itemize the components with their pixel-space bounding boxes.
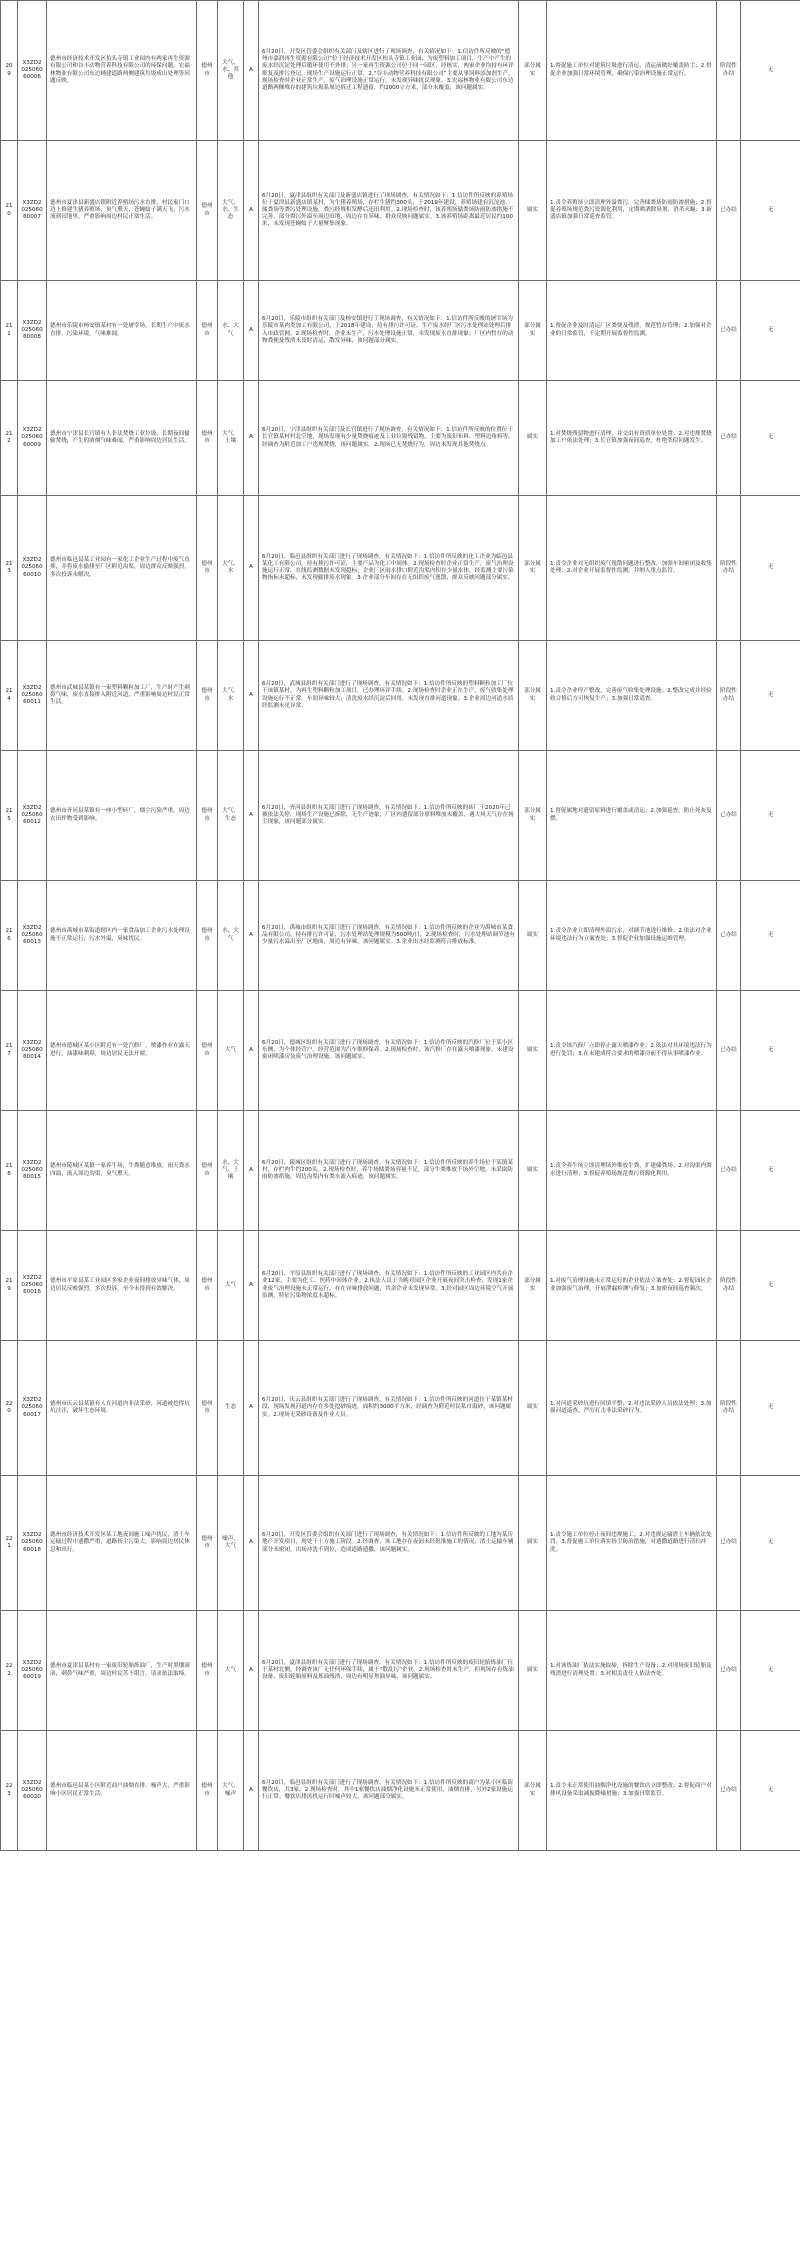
table-row: [1, 641, 800, 751]
accountability: 无: [741, 281, 800, 381]
row-index: 210: [1, 141, 18, 281]
table-row: [1, 1611, 800, 1731]
verification-status: 属实: [519, 881, 547, 991]
pollution-type: 噪声、大气: [218, 1476, 244, 1611]
table-row: [1, 1341, 800, 1476]
priority-level: A: [244, 641, 259, 751]
handling-measures: 1.责令该汽修厂立即停止露天喷漆作业；2.依法对其环境违法行为进行处罚；3.在未建成符合要求的喷漆房前不得从事喷漆作业。: [547, 991, 717, 1111]
row-index: 219: [1, 1231, 18, 1341]
verification-status: 部分属实: [519, 641, 547, 751]
verification-status: 部分属实: [519, 1231, 547, 1341]
city-cell: 德州市: [197, 751, 218, 881]
case-code: X3ZD202506060007: [18, 141, 47, 281]
priority-level: A: [244, 1341, 259, 1476]
table-row: [1, 1231, 800, 1341]
city-cell: 德州市: [197, 1731, 218, 1851]
table-row: [1, 1731, 800, 1851]
row-index: 214: [1, 641, 18, 751]
case-code: X3ZD202506060020: [18, 1731, 47, 1851]
row-index: 212: [1, 381, 18, 496]
priority-level: A: [244, 991, 259, 1111]
accountability: 无: [741, 1, 800, 141]
handling-measures: 1.责令企业立即清理外溢污水，对调节池进行维修；2.依法对企业环境违法行为立案查处；3.督促企业加强设施运维管理。: [547, 881, 717, 991]
pollution-type: 水、大气: [218, 881, 244, 991]
handling-measures: 1.责令养牛场立即清理场外堆放牛粪，扩建储粪场；2.对沟渠内粪水进行清理；3.督促养殖场规范粪污资源化利用。: [547, 1111, 717, 1231]
accountability: 无: [741, 991, 800, 1111]
accountability: 无: [741, 381, 800, 496]
completion-status: 阶段性办结: [717, 1, 741, 141]
handling-measures: 1.对废气治理设施未正常运行的企业依法立案查处；2.督促园区企业加强废气治理，开展泄漏检测与修复；3.加密夜间巡查频次。: [547, 1231, 717, 1341]
handling-measures: 1.对河道采砂坑进行回填平整；2.对违法采砂人员依法处理；3.加强河道巡查，严厉打击非法采砂行为。: [547, 1341, 717, 1476]
completion-status: 已办结: [717, 991, 741, 1111]
row-index: 222: [1, 1611, 18, 1731]
verification-status: 属实: [519, 991, 547, 1111]
table-row: [1, 381, 800, 496]
table-row: [1, 751, 800, 881]
city-cell: 德州市: [197, 381, 218, 496]
investigation-result: 6月20日，陵城区组织有关部门进行了现场调查，有关情况如下：1.信访件所反映的养牛场位于某镇某村，存栏肉牛约200头。2.现场检查时，养牛场储粪场容量不足，部分牛粪堆放于场外空地，未采取防雨防渗措施，周边沟渠内有粪水流入痕迹，该问题属实。: [259, 1111, 519, 1231]
accountability: 无: [741, 751, 800, 881]
city-cell: 德州市: [197, 1341, 218, 1476]
case-code: X3ZD202506060018: [18, 1476, 47, 1611]
row-index: 223: [1, 1731, 18, 1851]
priority-level: A: [244, 1111, 259, 1231]
city-cell: 德州市: [197, 641, 218, 751]
complaint-text: 德州市禹城市某街道辖区内一家食品加工企业污水处理设施不正常运行，污水外溢，臭味扰民。: [47, 881, 197, 991]
pollution-type: 大气、水: [218, 641, 244, 751]
case-code: X3ZD202506060014: [18, 991, 47, 1111]
accountability: 无: [741, 496, 800, 641]
handling-measures: 1.督促企业及时清运厂区粪便及残渣，规范暂存管理；2.加强对企业的日常监管，不定期开展监督性监测。: [547, 281, 717, 381]
city-cell: 德州市: [197, 1, 218, 141]
complaint-text: 德州市经济技术开发区某工地夜间施工噪声扰民，渣土车运输过程中遗撒严重，道路扬尘污染大，影响周边居民休息和出行。: [47, 1476, 197, 1611]
completion-status: 阶段性办结: [717, 1341, 741, 1476]
priority-level: A: [244, 1231, 259, 1341]
handling-measures: 1.责令企业对无组织废气逸散问题进行整改，加强车间密闭及收集处理；2.对企业开展监督性监测，并纳入重点监管。: [547, 496, 717, 641]
city-cell: 德州市: [197, 1476, 218, 1611]
investigation-result: 6月20日，宁津县组织有关部门及长官镇进行了现场调查，有关情况如下：1.信访件所反映的位置位于长官镇某村村北空地，现场发现有少量焚烧痕迹及工业垃圾残留物，主要为废旧布料、塑料边角料等，经调查为附近加工户违规焚烧，该问题属实。2.现场已无焚烧行为，周边未发现其他焚烧点。: [259, 381, 519, 496]
handling-measures: 1.责令养殖场立即清理外溢粪污，完善储粪场防雨防渗措施；2.督促养殖场规范粪污资源化利用，定期喷洒除臭剂、消杀灭蝇；3.新盛店镇加强日常巡查监管。: [547, 141, 717, 281]
completion-status: 阶段性办结: [717, 496, 741, 641]
pollution-type: 水、大气、土壤: [218, 1111, 244, 1231]
investigation-result: 6月20日，临邑县组织有关部门进行了现场调查，有关情况如下：1.信访件所反映的化工企业为临邑县某化工有限公司，持有排污许可证，主要产品为化工中间体。2.现场检查时企业正常生产，废气治理设施运行正常，在线监测数据未发现超标；企业厂区雨水排口附近沟渠内积存少量水体，经监测主要污染物指标未超标，未发现偷排废水现象。3.企业部分车间存在无组织废气逸散，群众反映问题部分属实。: [259, 496, 519, 641]
table-row: [1, 1111, 800, 1231]
verification-status: 属实: [519, 1341, 547, 1476]
table-row: [1, 141, 800, 281]
complaint-text: 德州市乐陵市杨安镇某村有一处屠宰场，长期生产中废水直排，污染环境，气味难闻。: [47, 281, 197, 381]
case-code: X3ZD202506060016: [18, 1231, 47, 1341]
pollution-type: 大气、生态: [218, 751, 244, 881]
completion-status: 已办结: [717, 381, 741, 496]
table-row: [1, 281, 800, 381]
table-row: [1, 1, 800, 141]
priority-level: A: [244, 881, 259, 991]
investigation-result: 6月20日，夏津县组织有关部门进行了现场调查，有关情况如下：1.信访件所反映的废旧轮胎炼油厂位于某村北侧，经调查该厂无任何环保手续，属于“散乱污”企业。2.现场检查时未生产，但现场存有炼油设备、废旧轮胎原料及炼油残渣，周边有明显焦油异味，该问题属实。: [259, 1611, 519, 1731]
accountability: 无: [741, 881, 800, 991]
completion-status: 已办结: [717, 751, 741, 881]
accountability: 无: [741, 641, 800, 751]
complaint-text: 德州市临邑县某小区附近商户油烟直排，噪声大，严重影响小区居民正常生活。: [47, 1731, 197, 1851]
completion-status: 已办结: [717, 881, 741, 991]
row-index: 213: [1, 496, 18, 641]
handling-measures: 1.责令施工单位停止夜间违规施工；2.对违规运输渣土车辆依法处罚；3.督促施工单位落实扬尘防治措施，对遗撒道路进行清扫冲洗。: [547, 1476, 717, 1611]
handling-measures: 1.对焚烧残留物进行清理，并交由有资质单位处置；2.对违规焚烧加工户依法处理；3.长官镇加强夜间巡查，杜绝类似问题发生。: [547, 381, 717, 496]
complaint-text: 德州市庆云县某镇有人在河道内非法采砂，河道被挖得坑坑洼洼，破坏生态环境。: [47, 1341, 197, 1476]
completion-status: 阶段性办结: [717, 641, 741, 751]
priority-level: A: [244, 1, 259, 141]
completion-status: 已办结: [717, 1611, 741, 1731]
pollution-type: 大气、水、生态: [218, 141, 244, 281]
verification-status: 属实: [519, 1111, 547, 1231]
investigation-result: 6月20日，开发区管委会组织有关部门进行了现场调查，有关情况如下：1.信访件所反映的工地为某房地产开发项目，现处于土方施工阶段。2.经调查，该工地存在夜间未经批准施工的情况，渣土运输车辆部分未密闭，出场冲洗不到位，造成道路遗撒，该问题属实。: [259, 1476, 519, 1611]
complaint-text: 德州市夏津县某村有一家废旧轮胎炼油厂，生产时黑烟滚滚，刺鼻气味严重，周边村民苦不堪言，请求依法取缔。: [47, 1611, 197, 1731]
investigation-result: 6月20日，临邑县组织有关部门进行了现场调查，有关情况如下：1.信访件所反映的商户为某小区临街餐饮店，共3家。2.现场检查时，其中1家餐饮店油烟净化设施未正常使用，油烟直排，另外2家设施运行正常；餐饮店排风机运行时噪声较大，该问题部分属实。: [259, 1731, 519, 1851]
complaint-text: 德州市临邑县某工业园有一家化工企业生产过程中废气直排，并将废水偷排至厂区附近沟渠，周边群众反映强烈，多次投诉未解决。: [47, 496, 197, 641]
priority-level: A: [244, 281, 259, 381]
complaint-text: 德州市陵城区某镇一家养牛场，牛粪随意堆放，雨天粪水四溢，流入周边沟渠，臭气熏天。: [47, 1111, 197, 1231]
verification-status: 属实: [519, 141, 547, 281]
city-cell: 德州市: [197, 281, 218, 381]
priority-level: A: [244, 751, 259, 881]
row-index: 218: [1, 1111, 18, 1231]
investigation-result: 6月20日，齐河县组织有关部门进行了现场调查，有关情况如下：1.信访件所反映的砖厂于2020年已被依法关停，现场生产设施已拆除，无生产迹象，厂区内遗留部分原料堆放未覆盖，遇大风天气存在扬尘现象，该问题部分属实。: [259, 751, 519, 881]
completion-status: 已办结: [717, 1111, 741, 1231]
case-code: X3ZD202506060017: [18, 1341, 47, 1476]
investigation-result: 6月20日，武城县组织有关部门进行了现场调查，有关情况如下：1.信访件所反映的塑料颗粒加工厂位于该镇某村，为再生塑料颗粒加工项目，已办理环评手续。2.现场检查时企业正在生产，废气收集处理设施运行不正常，车间异味较大；清洗废水经沉淀后回用，未发现直排河道现象。3.企业周边河道水质经监测未见异常。: [259, 641, 519, 751]
table-row: [1, 991, 800, 1111]
verification-status: 属实: [519, 381, 547, 496]
complaint-text: 德州市德城区某小区附近有一处汽修厂，喷漆作业在露天进行，油漆味刺鼻，周边居民无法开窗。: [47, 991, 197, 1111]
accountability: 无: [741, 1111, 800, 1231]
complaint-text: 德州市武城县某镇有一家塑料颗粒加工厂，生产时产生刺鼻气味，废水直接排入附近河道，严重影响周边村民正常生活。: [47, 641, 197, 751]
complaint-text: 德州市宁津县长官镇有人非法焚烧工业垃圾，长期夜间偷偷焚烧，产生的浓烟气味难闻，严重影响周边居民生活。: [47, 381, 197, 496]
table-body: [1, 1, 800, 1851]
verification-status: 部分属实: [519, 1, 547, 141]
table-row: [1, 496, 800, 641]
completion-status: 已办结: [717, 281, 741, 381]
case-code: X3ZD202506060019: [18, 1611, 47, 1731]
case-code: X3ZD202506060006: [18, 1, 47, 141]
case-code: X3ZD202506060015: [18, 1111, 47, 1231]
accountability: 无: [741, 1476, 800, 1611]
row-index: 209: [1, 1, 18, 141]
row-index: 220: [1, 1341, 18, 1476]
accountability: 无: [741, 1731, 800, 1851]
handling-measures: 1.督促施工单位对建筑垃圾进行清运，清运前做好覆盖防尘；2.督促企业加强日常环境管理，确保污染治理设施正常运行。: [547, 1, 717, 141]
city-cell: 德州市: [197, 1231, 218, 1341]
accountability: 无: [741, 1231, 800, 1341]
investigation-result: 6月20日，夏津县组织有关部门及新盛店镇进行了现场调查，有关情况如下：1.信访件所反映的养殖场位于夏津县新盛店镇某村，为生猪养殖场，存栏生猪约300头，于2019年建设，养殖场建有沉淀池、储粪场等粪污处理设施，粪污经堆积发酵后还田利用。2.现场检查时，该养殖场储粪场防雨防渗措施不完善，部分粪污外溢至周边田地，周边存在异味，群众反映问题属实。3.该养殖场距离最近居民约100米，未发现苍蝇蚊子大量聚集现象。: [259, 141, 519, 281]
case-code: X3ZD202506060011: [18, 641, 47, 751]
complaint-text: 德州市齐河县某镇有一座小型砖厂，烟尘污染严重，周边农田作物受到影响。: [47, 751, 197, 881]
complaint-text: 德州市夏津县新盛店镇附近养殖场污水直排，村民家门口边上修建生猪养殖场，臭气熏天，苍蝇蚊子满天飞，污水流到田地里，严重影响周边村民正常生活。: [47, 141, 197, 281]
row-index: 221: [1, 1476, 18, 1611]
investigation-result: 6月20日，开发区管委会组织有关部门及辖区进行了现场调查，有关情况如下：1.信访件所反映的“德州市嘉润再生资源有限公司”位于经济技术开发区抬头寺镇工业园，为废塑料加工项目，生产中产生的废水经沉淀处理后循环使用不外排；另一家再生资源公司位于同一园区，经核实，两家企业均持有环评批复及排污登记，现场生产设施运行正常。2.“谷丰动物营养科技有限公司”主要从事饲料添加剂生产，现场检查时企业正常生产，废气治理设施正常运行，未发现异味扰民现象。3.宏福林物业有限公司东边道路两侧堆存的建筑垃圾系周边拆迁工程遗留，约2000立方米，部分未覆盖，该问题属实。: [259, 1, 519, 141]
priority-level: A: [244, 381, 259, 496]
priority-level: A: [244, 1476, 259, 1611]
row-index: 216: [1, 881, 18, 991]
city-cell: 德州市: [197, 1111, 218, 1231]
priority-level: A: [244, 141, 259, 281]
case-code: X3ZD202506060008: [18, 281, 47, 381]
completion-status: 阶段性办结: [717, 1231, 741, 1341]
pollution-type: 大气、噪声: [218, 1731, 244, 1851]
handling-measures: 1.责令企业停产整改，完善废气收集处理设施；2.整改完成并经验收合格后方可恢复生产；3.加强日常巡查。: [547, 641, 717, 751]
pollution-type: 生态: [218, 1341, 244, 1476]
verification-status: 属实: [519, 1476, 547, 1611]
handling-measures: 1.督促属地对遗留原料进行覆盖或清运；2.加强巡查，防止死灰复燃。: [547, 751, 717, 881]
completion-status: 已办结: [717, 1731, 741, 1851]
table-row: [1, 1476, 800, 1611]
complaint-text: 德州市经济技术开发区抬头寺镇工业园内有两家再生资源有限公司和谷丰动物营养科技有限公司的环保问题，宏福林物业有限公司东边辅建道路两侧建筑垃圾成山处理等问题反映。: [47, 1, 197, 141]
priority-level: A: [244, 1611, 259, 1731]
investigation-result: 6月20日，庆云县组织有关部门进行了现场调查，有关情况如下：1.信访件所反映的河道位于某镇某村段，现场发现河道内存在多处挖砂痕迹，面积约3000平方米，经调查为附近村民私自取砂，该问题属实。2.现场无采砂设备及作业人员。: [259, 1341, 519, 1476]
investigation-result: 6月20日，乐陵市组织有关部门及杨安镇进行了现场调查，有关情况如下：1.信访件所反映的屠宰场为乐陵市某肉类加工有限公司，于2018年建设，持有排污许可证，生产废水经厂区污水处理站处理后排入市政管网。2.现场检查时，企业未生产，污水处理设施正常，未发现废水直排现象；厂区内暂存的动物粪便及残渣未及时清运，散发异味，该问题部分属实。: [259, 281, 519, 381]
accountability: 无: [741, 1341, 800, 1476]
pollution-type: 大气: [218, 991, 244, 1111]
case-code: X3ZD202506060010: [18, 496, 47, 641]
verification-status: 属实: [519, 1611, 547, 1731]
city-cell: 德州市: [197, 1611, 218, 1731]
row-index: 215: [1, 751, 18, 881]
accountability: 无: [741, 1611, 800, 1731]
case-code: X3ZD202506060012: [18, 751, 47, 881]
pollution-type: 大气、水、其他: [218, 1, 244, 141]
table-row: [1, 881, 800, 991]
verification-status: 部分属实: [519, 281, 547, 381]
priority-level: A: [244, 496, 259, 641]
city-cell: 德州市: [197, 881, 218, 991]
verification-status: 部分属实: [519, 1731, 547, 1851]
pollution-type: 大气、土壤: [218, 381, 244, 496]
accountability: 无: [741, 141, 800, 281]
row-index: 211: [1, 281, 18, 381]
investigation-result: 6月20日，平原县组织有关部门进行了现场调查，有关情况如下：1.信访件所反映的工业园区内共有企业12家，主要为化工、医药中间体企业。2.执法人员于当晚对园区企业开展夜间突击检查，发现1家企业废气治理设施未正常运行，存在异味排放问题，其余企业未发现异常。3.经对园区周边环境空气开展监测，特征污染物浓度未超标。: [259, 1231, 519, 1341]
completion-status: 已办结: [717, 141, 741, 281]
city-cell: 德州市: [197, 991, 218, 1111]
completion-status: 已办结: [717, 1476, 741, 1611]
pollution-type: 大气、水: [218, 496, 244, 641]
priority-level: A: [244, 1731, 259, 1851]
pollution-type: 水、大气: [218, 281, 244, 381]
investigation-result: 6月20日，禹城市组织有关部门进行了现场调查，有关情况如下：1.信访件所反映的企业为禹城市某食品有限公司，持有排污许可证，污水处理站处理规模为500吨/日。2.现场检查时，污水处理站调节池有少量污水溢出至厂区地面，周边有异味，该问题属实。3.企业出水经监测符合排放标准。: [259, 881, 519, 991]
handling-measures: 1.责令未正常使用油烟净化设施的餐饮店立即整改；2.督促商户对排风设备采取减振降噪措施；3.加强日常监管。: [547, 1731, 717, 1851]
investigation-result: 6月20日，德城区组织有关部门进行了现场调查，有关情况如下：1.信访件所反映的汽修厂位于某小区东侧，为个体经营户，经营范围为汽车维修保养。2.现场检查时，该汽修厂存在露天喷漆现象，未建设密闭喷漆房及废气治理设施，该问题属实。: [259, 991, 519, 1111]
verification-status: 部分属实: [519, 496, 547, 641]
handling-measures: 1.对该炼油厂依法实施取缔，拆除生产设备；2.对现场废旧轮胎及残渣进行清理处置；3.对相关责任人依法查处。: [547, 1611, 717, 1731]
verification-status: 部分属实: [519, 751, 547, 881]
complaint-text: 德州市平原县某工业园区多家企业夜间排放异味气体，周边居民反映强烈，多次投诉，至今未得到有效解决。: [47, 1231, 197, 1341]
city-cell: 德州市: [197, 141, 218, 281]
pollution-type: 大气: [218, 1231, 244, 1341]
case-code: X3ZD202506060009: [18, 381, 47, 496]
row-index: 217: [1, 991, 18, 1111]
pollution-type: 大气: [218, 1611, 244, 1731]
case-code: X3ZD202506060013: [18, 881, 47, 991]
city-cell: 德州市: [197, 496, 218, 641]
